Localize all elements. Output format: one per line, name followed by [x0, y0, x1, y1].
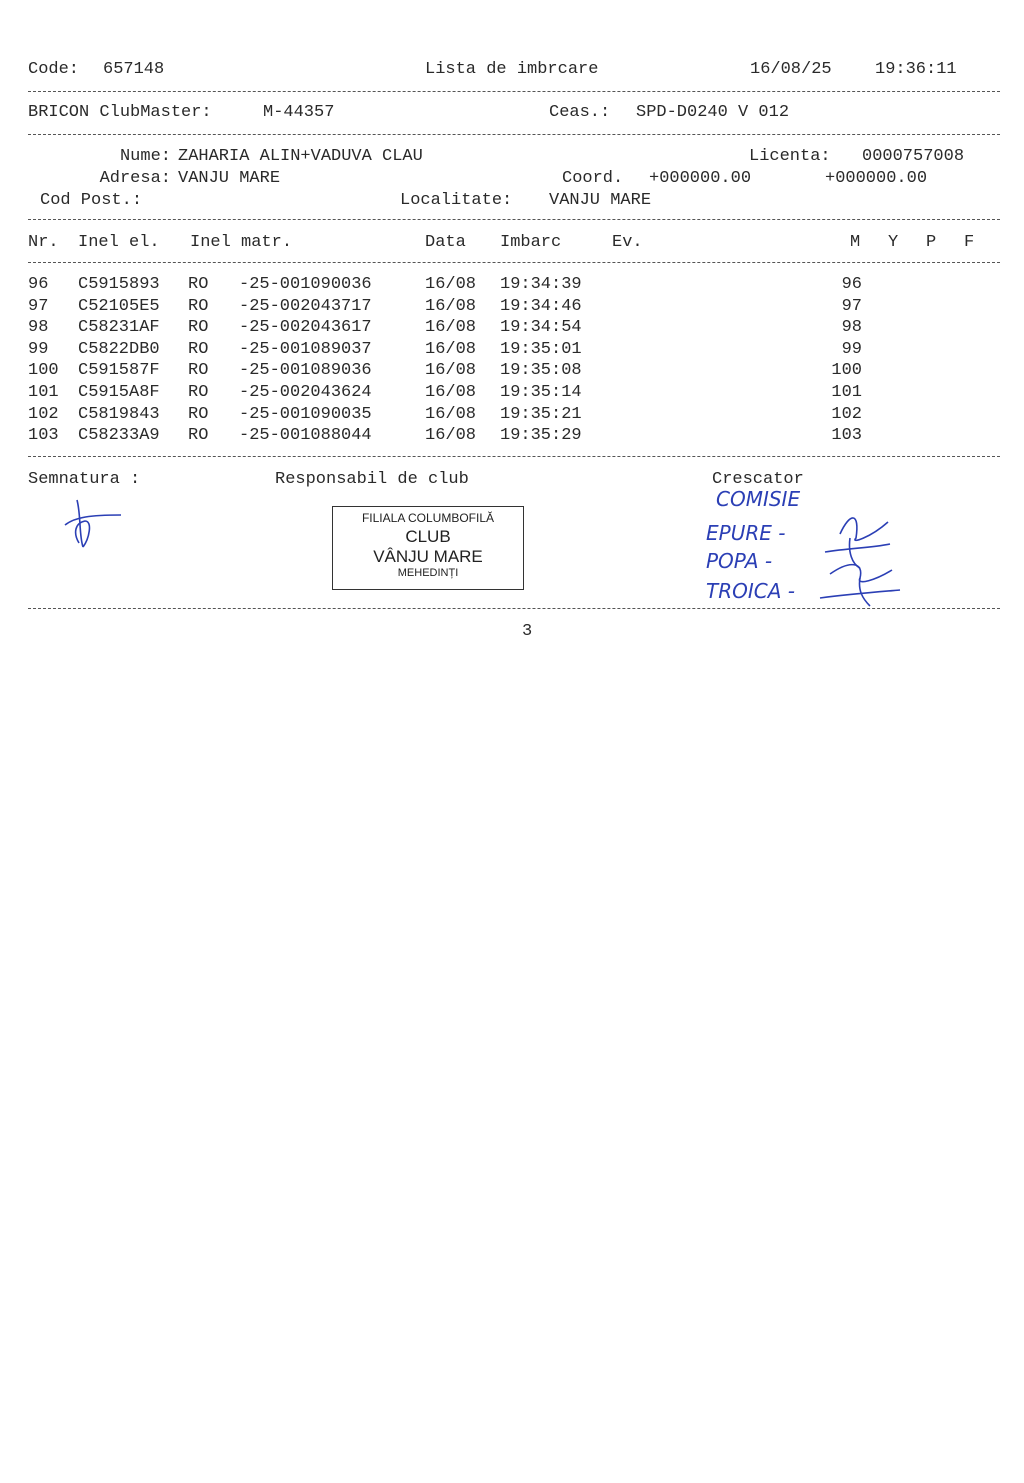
table-cell-nr: 96: [28, 275, 49, 294]
locality-value: VANJU MARE: [549, 191, 652, 210]
table-cell-m: 101: [831, 383, 862, 402]
stamp-line-4: MEHEDINȚI: [397, 567, 459, 579]
table-cell-ring-el: C52105E5: [78, 296, 160, 316]
table-cell-nr: 100: [28, 361, 59, 381]
table-cell-m: 100: [831, 361, 862, 381]
breeder-label: Crescator: [712, 470, 804, 489]
name-label: Nume:: [119, 147, 171, 166]
stamp-line-1: FILIALA COLUMBOFILĂ: [361, 511, 495, 525]
divider: [28, 456, 1000, 457]
table-cell-ring-el: C5822DB0: [78, 339, 160, 359]
coord-y: +000000.00: [825, 169, 928, 188]
table-cell-date: 16/08: [425, 296, 477, 316]
table-cell-time: 19:35:21: [500, 404, 582, 424]
club-stamp: [332, 506, 524, 590]
table-cell-country: RO: [188, 339, 209, 359]
col-m-header: M: [850, 233, 861, 252]
table-cell-time: 19:35:29: [500, 426, 582, 446]
table-cell-time: 19:35:08: [500, 361, 582, 381]
header-date: 16/08/25: [750, 60, 832, 79]
table-cell-country: RO: [188, 426, 209, 446]
table-cell-country: RO: [188, 318, 209, 338]
table-cell-time: 19:34:54: [500, 318, 582, 338]
stamp-line-3: VÂNJU MARE: [373, 547, 483, 566]
col-ev-header: Ev.: [612, 233, 643, 252]
table-cell-nr: 102: [28, 404, 59, 424]
table-cell-nr: 99: [28, 339, 49, 359]
page-number: 3: [522, 622, 533, 641]
table-cell-m: 98: [841, 318, 862, 338]
table-cell-country: RO: [188, 361, 209, 381]
table-cell-time: 19:35:14: [500, 383, 582, 402]
address-value: VANJU MARE: [178, 169, 281, 188]
table-cell-country: RO: [188, 275, 209, 294]
table-cell-ring-matr: -25-001088044: [239, 426, 372, 446]
table-cell-time: 19:35:01: [500, 339, 582, 359]
locality-label: Localitate:: [400, 191, 513, 210]
col-f-header: F: [964, 233, 975, 252]
table-cell-nr: 103: [28, 426, 59, 446]
club-responsible-label: Responsabil de club: [275, 470, 469, 489]
name-value: ZAHARIA ALIN+VADUVA CLAU: [178, 147, 423, 166]
document-title: Lista de imbrcare: [425, 60, 599, 79]
col-ring-matr-header: Inel matr.: [190, 233, 293, 252]
col-date-header: Data: [425, 233, 466, 252]
col-y-header: Y: [888, 233, 899, 252]
handwritten-line: EPURE -: [706, 521, 786, 545]
table-cell-m: 99: [841, 339, 862, 359]
code-value: 657148: [103, 60, 165, 79]
table-cell-ring-el: C58233A9: [78, 426, 160, 446]
table-cell-ring-el: C5915893: [78, 275, 160, 294]
table-cell-ring-matr: -25-002043624: [239, 383, 372, 402]
table-cell-ring-el: C5819843: [78, 404, 160, 424]
table-cell-nr: 98: [28, 318, 49, 338]
coord-x: +000000.00: [649, 169, 752, 188]
table-cell-country: RO: [188, 383, 209, 402]
address-label: Adresa:: [99, 169, 171, 188]
table-cell-date: 16/08: [425, 275, 477, 294]
table-cell-ring-matr: -25-002043617: [239, 318, 372, 338]
header-time: 19:36:11: [875, 60, 957, 79]
col-ring-el-header: Inel el.: [78, 233, 160, 252]
table-cell-nr: 97: [28, 296, 49, 316]
table-cell-date: 16/08: [425, 404, 477, 424]
table-cell-ring-matr: -25-001090035: [239, 404, 372, 424]
col-time-header: Imbarc: [500, 233, 562, 252]
table-cell-m: 103: [831, 426, 862, 446]
handwritten-line: TROICA -: [706, 579, 795, 603]
table-cell-country: RO: [188, 404, 209, 424]
table-cell-ring-matr: -25-001089037: [239, 339, 372, 359]
table-cell-ring-matr: -25-001089036: [239, 361, 372, 381]
table-cell-m: 97: [841, 296, 862, 316]
col-p-header: P: [926, 233, 937, 252]
table-cell-date: 16/08: [425, 318, 477, 338]
table-cell-ring-el: C591587F: [78, 361, 160, 381]
table-cell-ring-el: C58231AF: [78, 318, 160, 338]
table-cell-time: 19:34:46: [500, 296, 582, 316]
code-label: Code:: [28, 60, 80, 79]
table-cell-time: 19:34:39: [500, 275, 582, 294]
stamp-line-2: CLUB: [405, 527, 451, 546]
table-cell-country: RO: [188, 296, 209, 316]
coord-label: Coord.: [562, 169, 624, 188]
license-value: 0000757008: [862, 147, 965, 166]
signature-label: Semnatura :: [28, 470, 141, 489]
col-nr-header: Nr.: [28, 233, 59, 252]
table-cell-ring-el: C5915A8F: [78, 383, 160, 402]
table-cell-m: 96: [841, 275, 862, 294]
divider: [28, 608, 1000, 609]
table-cell-date: 16/08: [425, 426, 477, 446]
signature-mark: [55, 495, 135, 555]
license-label: Licenta:: [749, 147, 831, 166]
clock-label: Ceas.:: [549, 103, 611, 122]
handwritten-line: POPA -: [706, 549, 773, 573]
table-cell-m: 102: [831, 404, 862, 424]
table-cell-date: 16/08: [425, 383, 477, 402]
table-cell-ring-matr: -25-002043717: [239, 296, 372, 316]
divider: [28, 91, 1000, 92]
table-cell-date: 16/08: [425, 361, 477, 381]
clock-value: SPD-D0240 V 012: [636, 103, 790, 122]
table-cell-ring-matr: -25-001090036: [239, 275, 372, 294]
table-cell-nr: 101: [28, 383, 59, 402]
table-cell-date: 16/08: [425, 339, 477, 359]
divider: [28, 134, 1000, 135]
divider: [28, 262, 1000, 263]
divider: [28, 219, 1000, 220]
club-master-value: M-44357: [263, 103, 335, 122]
handwritten-commission: [700, 482, 910, 622]
handwritten-line: COMISIE: [716, 487, 801, 511]
club-master-label: BRICON ClubMaster:: [28, 103, 212, 122]
postal-code-label: Cod Post.:: [40, 191, 143, 210]
